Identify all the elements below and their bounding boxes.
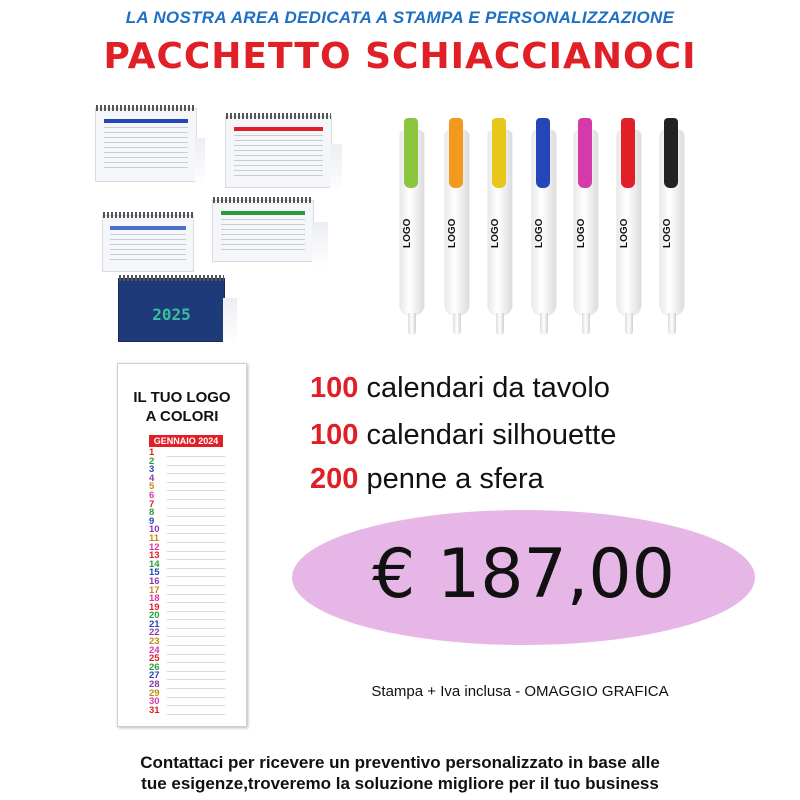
silhouette-days — [131, 449, 241, 715]
silhouette-day-row — [131, 687, 241, 699]
silhouette-month: GENNAIO 2024 — [149, 435, 223, 447]
offer-text: penne a sfera — [366, 463, 544, 495]
offer-qty: 200 — [310, 463, 359, 495]
pen-logo-text: LOGO — [576, 218, 587, 248]
silhouette-day-row — [131, 558, 241, 570]
silhouette-day-row — [131, 681, 241, 690]
silhouette-day-row — [131, 629, 241, 638]
silhouette-day-row — [131, 661, 241, 673]
pen-red — [617, 118, 641, 338]
silhouette-day-number: 13 — [149, 550, 160, 562]
offer-text: calendari da tavolo — [366, 372, 610, 404]
silhouette-day-number: 21 — [149, 618, 160, 630]
silhouette-day-number: 24 — [149, 644, 160, 656]
desk-calendar-3 — [102, 215, 202, 277]
top-banner: LA NOSTRA AREA DEDICATA A STAMPA E PERSONALIZZAZIONE — [125, 8, 675, 27]
silhouette-day-row — [131, 489, 241, 501]
silhouette-day-row — [131, 595, 241, 604]
silhouette-month-header — [131, 435, 241, 448]
desk-calendar-2 — [225, 116, 345, 194]
silhouette-day-row — [131, 472, 241, 484]
desk-calendar-5 — [118, 278, 238, 348]
pen-green — [400, 118, 424, 338]
silhouette-day-row — [131, 455, 241, 467]
price-note: Stampa + Iva inclusa - OMAGGIO GRAFICA — [371, 683, 669, 700]
silhouette-day-row — [131, 466, 241, 475]
silhouette-logo-label — [117, 388, 247, 426]
silhouette-day-number: 11 — [149, 532, 160, 544]
silhouette-day-row — [131, 526, 241, 535]
offer-line-3 — [310, 463, 780, 496]
silhouette-day-number: 8 — [149, 507, 155, 519]
silhouette-day-number: 30 — [149, 696, 160, 708]
silhouette-day-row — [131, 509, 241, 518]
silhouette-day-number: 15 — [149, 567, 160, 579]
pen-orange — [445, 118, 469, 338]
silhouette-day-row — [131, 618, 241, 630]
desk-calendar-1 — [95, 108, 205, 188]
price-value: € 187,00 — [372, 535, 675, 614]
silhouette-day-row — [131, 644, 241, 656]
logo-label-line1: IL TUO LOGO — [133, 389, 231, 406]
contact-line-2: tue esigenze,troveremo la soluzione migliore per il tuo business — [141, 774, 659, 793]
pen-black — [660, 118, 684, 338]
page-title: PACCHETTO SCHIACCIANOCI — [103, 36, 697, 77]
silhouette-day-row — [131, 601, 241, 613]
silhouette-day-number: 20 — [149, 610, 160, 622]
silhouette-day-row — [131, 515, 241, 527]
silhouette-day-row — [131, 655, 241, 664]
offer-line-2 — [310, 419, 780, 452]
silhouette-day-number: 18 — [149, 593, 160, 605]
silhouette-day-number: 12 — [149, 541, 160, 553]
silhouette-day-row — [131, 498, 241, 510]
silhouette-day-row — [131, 541, 241, 553]
silhouette-day-number: 31 — [149, 704, 160, 716]
pen-yellow — [488, 118, 512, 338]
silhouette-day-number: 29 — [149, 687, 160, 699]
silhouette-day-number: 14 — [149, 558, 160, 570]
pen-logo-text: LOGO — [490, 218, 501, 248]
offer-qty: 100 — [310, 419, 359, 451]
silhouette-day-row — [131, 638, 241, 647]
silhouette-day-number: 5 — [149, 481, 155, 493]
contact-text — [0, 752, 800, 794]
silhouette-day-row — [131, 704, 241, 716]
silhouette-day-number: 25 — [149, 653, 160, 665]
silhouette-day-number: 2 — [149, 455, 155, 467]
silhouette-day-number: 26 — [149, 661, 160, 673]
silhouette-day-number: 22 — [149, 627, 160, 639]
offer-qty: 100 — [310, 372, 359, 404]
silhouette-day-number: 6 — [149, 489, 155, 501]
silhouette-day-number: 7 — [149, 498, 155, 510]
silhouette-day-number: 3 — [149, 464, 155, 476]
offer-line-1 — [310, 372, 780, 405]
pen-logo-text: LOGO — [447, 218, 458, 248]
silhouette-day-number: 16 — [149, 575, 160, 587]
silhouette-day-number: 10 — [149, 524, 160, 536]
pen-logo-text: LOGO — [402, 218, 413, 248]
silhouette-day-line — [167, 714, 225, 715]
pen-logo-text: LOGO — [619, 218, 630, 248]
silhouette-day-number: 9 — [149, 515, 155, 527]
silhouette-day-row — [131, 698, 241, 707]
desk-calendar-4 — [212, 200, 332, 270]
pen-magenta — [574, 118, 598, 338]
silhouette-day-row — [131, 584, 241, 596]
offer-text: calendari silhouette — [366, 419, 617, 451]
silhouette-day-row — [131, 672, 241, 681]
pen-blue — [532, 118, 556, 338]
silhouette-day-row — [131, 483, 241, 492]
silhouette-day-row — [131, 449, 241, 458]
desk-calendar-year: 2025 — [152, 305, 191, 324]
silhouette-day-number: 4 — [149, 472, 155, 484]
silhouette-day-number: 28 — [149, 679, 160, 691]
silhouette-day-number: 27 — [149, 670, 160, 682]
pen-logo-text: LOGO — [534, 218, 545, 248]
silhouette-day-row — [131, 532, 241, 544]
pen-logo-text: LOGO — [662, 218, 673, 248]
logo-label-line2: A COLORI — [145, 408, 219, 425]
silhouette-day-row — [131, 569, 241, 578]
silhouette-day-row — [131, 575, 241, 587]
contact-line-1: Contattaci per ricevere un preventivo personalizzato in base alle — [140, 753, 660, 772]
silhouette-day-number: 19 — [149, 601, 160, 613]
silhouette-day-number: 23 — [149, 636, 160, 648]
silhouette-day-number: 17 — [149, 584, 160, 596]
silhouette-day-row — [131, 612, 241, 621]
silhouette-day-number: 1 — [149, 447, 155, 458]
silhouette-day-row — [131, 552, 241, 561]
